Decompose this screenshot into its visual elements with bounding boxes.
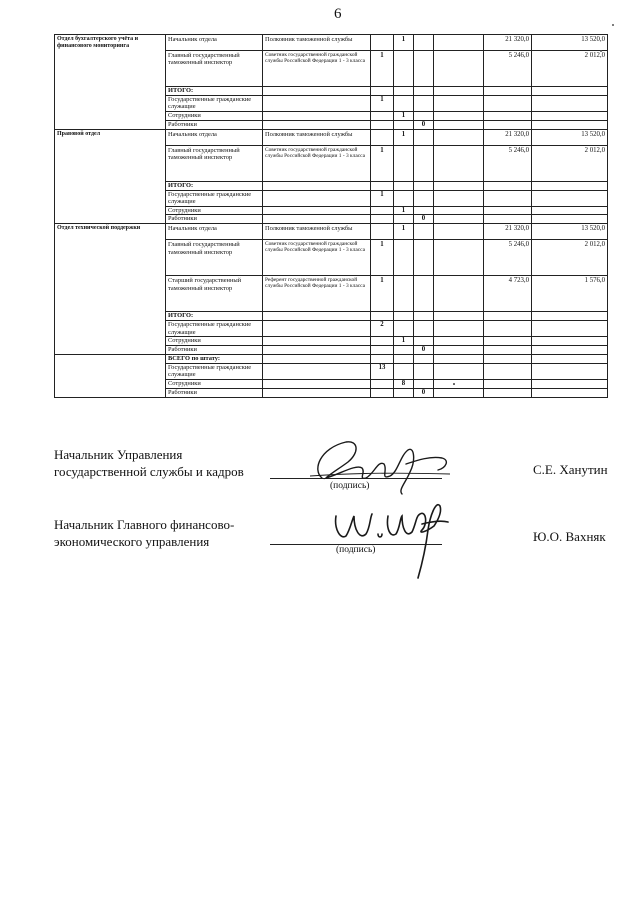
empty-cell — [434, 129, 484, 145]
position-rank: Полковник таможенной службы — [263, 224, 371, 240]
empty-cell — [484, 337, 532, 346]
totals-label: Сотрудники — [166, 112, 263, 121]
signatory-2-role-line-2: экономического управления — [54, 534, 210, 549]
empty-cell — [434, 312, 484, 321]
empty-cell — [484, 87, 532, 96]
empty-cell — [434, 190, 484, 206]
signature-caption-2: (подпись) — [336, 545, 376, 555]
staff-count — [394, 312, 414, 321]
salary-value: 5 246,0 — [484, 145, 532, 181]
workers-count — [414, 87, 434, 96]
allowance-value: 13 520,0 — [532, 129, 608, 145]
staff-count: 1 — [394, 112, 414, 121]
workers-count — [414, 96, 434, 112]
totals-label: Государственные гражданские служащие — [166, 321, 263, 337]
workers-count — [414, 51, 434, 87]
workers-count — [414, 321, 434, 337]
page-number: 6 — [334, 6, 342, 22]
handwritten-signature-2 — [326, 500, 456, 584]
table-row — [55, 35, 608, 51]
civil-servants-count — [371, 120, 394, 129]
civil-servants-count: 1 — [371, 190, 394, 206]
empty-cell — [434, 35, 484, 51]
salary-value: 5 246,0 — [484, 240, 532, 276]
signatory-2-role-line-1: Начальник Главного финансово- — [54, 517, 235, 532]
civil-servants-count — [371, 354, 394, 363]
staff-count: 1 — [394, 129, 414, 145]
empty-cell — [484, 120, 532, 129]
totals-label: Государственные гражданские служащие — [166, 363, 263, 379]
totals-label: ВСЕГО по штату: — [166, 354, 263, 363]
empty-cell — [434, 120, 484, 129]
empty-cell — [532, 215, 608, 224]
empty-cell — [484, 181, 532, 190]
signatory-2-role — [54, 516, 234, 550]
empty-cell — [532, 346, 608, 355]
staff-count — [394, 181, 414, 190]
empty-cell — [263, 87, 371, 96]
staff-count — [394, 354, 414, 363]
civil-servants-count: 1 — [371, 240, 394, 276]
empty-cell — [484, 388, 532, 397]
totals-label: Сотрудники — [166, 337, 263, 346]
totals-label: ИТОГО: — [166, 181, 263, 190]
allowance-value: 2 012,0 — [532, 240, 608, 276]
civil-servants-count — [371, 312, 394, 321]
workers-count — [414, 112, 434, 121]
civil-servants-count: 1 — [371, 96, 394, 112]
workers-count: 0 — [414, 215, 434, 224]
civil-servants-count: 1 — [371, 276, 394, 312]
staff-count: 1 — [394, 337, 414, 346]
staff-count — [394, 51, 414, 87]
civil-servants-count — [371, 346, 394, 355]
staff-count — [394, 87, 414, 96]
civil-servants-count — [371, 224, 394, 240]
department-name: Правовой отдел — [55, 129, 166, 224]
totals-label: Работники — [166, 215, 263, 224]
staff-count: 8 — [394, 379, 414, 388]
empty-cell — [484, 190, 532, 206]
empty-cell — [263, 379, 371, 388]
civil-servants-count — [371, 87, 394, 96]
workers-count — [414, 129, 434, 145]
staff-count — [394, 96, 414, 112]
empty-cell — [434, 206, 484, 215]
staff-count — [394, 120, 414, 129]
empty-cell — [532, 379, 608, 388]
allowance-value: 2 012,0 — [532, 145, 608, 181]
staff-count — [394, 190, 414, 206]
workers-count — [414, 312, 434, 321]
civil-servants-count: 1 — [371, 145, 394, 181]
position-title: Главный государственный таможенный инспектор — [166, 240, 263, 276]
empty-cell — [434, 354, 484, 363]
empty-cell — [263, 312, 371, 321]
staff-count: 1 — [394, 206, 414, 215]
civil-servants-count: 1 — [371, 51, 394, 87]
signatory-1-name: С.Е. Ханутин — [533, 462, 608, 477]
empty-cell — [434, 276, 484, 312]
signatory-1-role-line-2: государственной службы и кадров — [54, 464, 244, 479]
empty-cell — [263, 321, 371, 337]
civil-servants-count — [371, 388, 394, 397]
empty-cell — [434, 87, 484, 96]
civil-servants-count — [371, 181, 394, 190]
workers-count — [414, 190, 434, 206]
position-rank: Полковник таможенной службы — [263, 129, 371, 145]
allowance-value: 13 520,0 — [532, 35, 608, 51]
empty-cell — [434, 363, 484, 379]
civil-servants-count — [371, 129, 394, 145]
totals-label: ИТОГО: — [166, 312, 263, 321]
workers-count — [414, 224, 434, 240]
totals-label: Сотрудники — [166, 206, 263, 215]
staff-count: 1 — [394, 35, 414, 51]
civil-servants-count — [371, 112, 394, 121]
empty-cell — [484, 206, 532, 215]
workers-count — [414, 337, 434, 346]
empty-cell — [484, 363, 532, 379]
workers-count — [414, 276, 434, 312]
allowance-value: 13 520,0 — [532, 224, 608, 240]
empty-cell — [532, 388, 608, 397]
position-rank: Полковник таможенной службы — [263, 35, 371, 51]
workers-count: 0 — [414, 120, 434, 129]
workers-count — [414, 145, 434, 181]
empty-cell — [434, 224, 484, 240]
empty-cell — [263, 337, 371, 346]
position-rank: Референт государственной гражданской службы Российской Федерации 1 - 3 класса — [263, 276, 371, 312]
empty-cell — [532, 206, 608, 215]
empty-cell — [434, 379, 484, 388]
empty-cell — [532, 96, 608, 112]
handwritten-signature-1 — [300, 434, 460, 498]
staff-count — [394, 346, 414, 355]
staff-count — [394, 215, 414, 224]
position-title: Начальник отдела — [166, 224, 263, 240]
allowance-value: 1 576,0 — [532, 276, 608, 312]
empty-cell — [263, 354, 371, 363]
totals-label: ИТОГО: — [166, 87, 263, 96]
signatory-1-role — [54, 446, 244, 480]
salary-value: 5 246,0 — [484, 51, 532, 87]
staffing-table — [54, 34, 608, 398]
empty-cell — [263, 215, 371, 224]
empty-cell — [532, 87, 608, 96]
empty-cell — [263, 363, 371, 379]
staff-count — [394, 240, 414, 276]
empty-cell — [532, 363, 608, 379]
civil-servants-count: 13 — [371, 363, 394, 379]
empty-cell — [484, 379, 532, 388]
signatory-1-role-line-1: Начальник Управления — [54, 447, 183, 462]
salary-value: 4 723,0 — [484, 276, 532, 312]
empty-cell — [532, 321, 608, 337]
staff-count — [394, 363, 414, 379]
empty-cell — [532, 337, 608, 346]
workers-count — [414, 35, 434, 51]
signature-caption-1: (подпись) — [330, 481, 370, 491]
empty-cell — [434, 346, 484, 355]
empty-cell — [434, 51, 484, 87]
empty-cell — [434, 215, 484, 224]
department-name: Отдел технической поддержки — [55, 224, 166, 355]
empty-cell — [434, 181, 484, 190]
workers-count — [414, 379, 434, 388]
empty-cell — [532, 354, 608, 363]
totals-label: Государственные гражданские служащие — [166, 96, 263, 112]
empty-cell — [263, 112, 371, 121]
workers-count — [414, 354, 434, 363]
position-rank: Советник государственной гражданской службы Российской Федерации 1 - 3 класса — [263, 145, 371, 181]
salary-value: 21 320,0 — [484, 224, 532, 240]
staff-count — [394, 145, 414, 181]
empty-cell — [263, 190, 371, 206]
salary-value: 21 320,0 — [484, 129, 532, 145]
grand-total-row — [55, 354, 608, 363]
scan-speck — [612, 24, 614, 26]
empty-cell — [532, 190, 608, 206]
workers-count — [414, 240, 434, 276]
empty-cell — [484, 321, 532, 337]
empty-cell — [434, 337, 484, 346]
position-title: Начальник отдела — [166, 129, 263, 145]
empty-cell — [484, 312, 532, 321]
empty-cell — [263, 346, 371, 355]
civil-servants-count — [371, 337, 394, 346]
empty-cell — [434, 145, 484, 181]
empty-cell — [532, 112, 608, 121]
workers-count: 0 — [414, 346, 434, 355]
position-title: Главный государственный таможенный инспектор — [166, 51, 263, 87]
empty-cell — [263, 181, 371, 190]
department-name — [55, 354, 166, 397]
workers-count — [414, 363, 434, 379]
scan-speck — [453, 383, 455, 385]
empty-cell — [532, 312, 608, 321]
civil-servants-count — [371, 206, 394, 215]
empty-cell — [434, 388, 484, 397]
empty-cell — [484, 346, 532, 355]
staff-count: 1 — [394, 224, 414, 240]
table-row — [55, 129, 608, 145]
empty-cell — [434, 321, 484, 337]
position-title: Старший государственный таможенный инспектор — [166, 276, 263, 312]
table-row — [55, 224, 608, 240]
empty-cell — [434, 240, 484, 276]
empty-cell — [434, 112, 484, 121]
empty-cell — [484, 354, 532, 363]
department-name: Отдел бухгалтерского учёта и финансового мониторинга — [55, 35, 166, 130]
position-title: Главный государственный таможенный инспектор — [166, 145, 263, 181]
civil-servants-count — [371, 35, 394, 51]
totals-label: Сотрудники — [166, 379, 263, 388]
civil-servants-count — [371, 379, 394, 388]
empty-cell — [532, 181, 608, 190]
workers-count — [414, 206, 434, 215]
civil-servants-count: 2 — [371, 321, 394, 337]
empty-cell — [263, 96, 371, 112]
totals-label: Работники — [166, 388, 263, 397]
empty-cell — [484, 112, 532, 121]
position-rank: Советник государственной гражданской службы Российской Федерации 1 - 3 класса — [263, 51, 371, 87]
staff-count — [394, 321, 414, 337]
civil-servants-count — [371, 215, 394, 224]
empty-cell — [263, 388, 371, 397]
workers-count — [414, 181, 434, 190]
empty-cell — [263, 120, 371, 129]
scan-speck — [600, 50, 602, 52]
position-title: Начальник отдела — [166, 35, 263, 51]
totals-label: Работники — [166, 120, 263, 129]
empty-cell — [434, 96, 484, 112]
signatory-2-name: Ю.О. Вахняк — [533, 529, 606, 544]
empty-cell — [484, 215, 532, 224]
totals-label: Работники — [166, 346, 263, 355]
position-rank: Советник государственной гражданской службы Российской Федерации 1 - 3 класса — [263, 240, 371, 276]
salary-value: 21 320,0 — [484, 35, 532, 51]
empty-cell — [263, 206, 371, 215]
allowance-value: 2 012,0 — [532, 51, 608, 87]
empty-cell — [532, 120, 608, 129]
staff-count — [394, 388, 414, 397]
empty-cell — [484, 96, 532, 112]
workers-count: 0 — [414, 388, 434, 397]
totals-label: Государственные гражданские служащие — [166, 190, 263, 206]
staff-count — [394, 276, 414, 312]
